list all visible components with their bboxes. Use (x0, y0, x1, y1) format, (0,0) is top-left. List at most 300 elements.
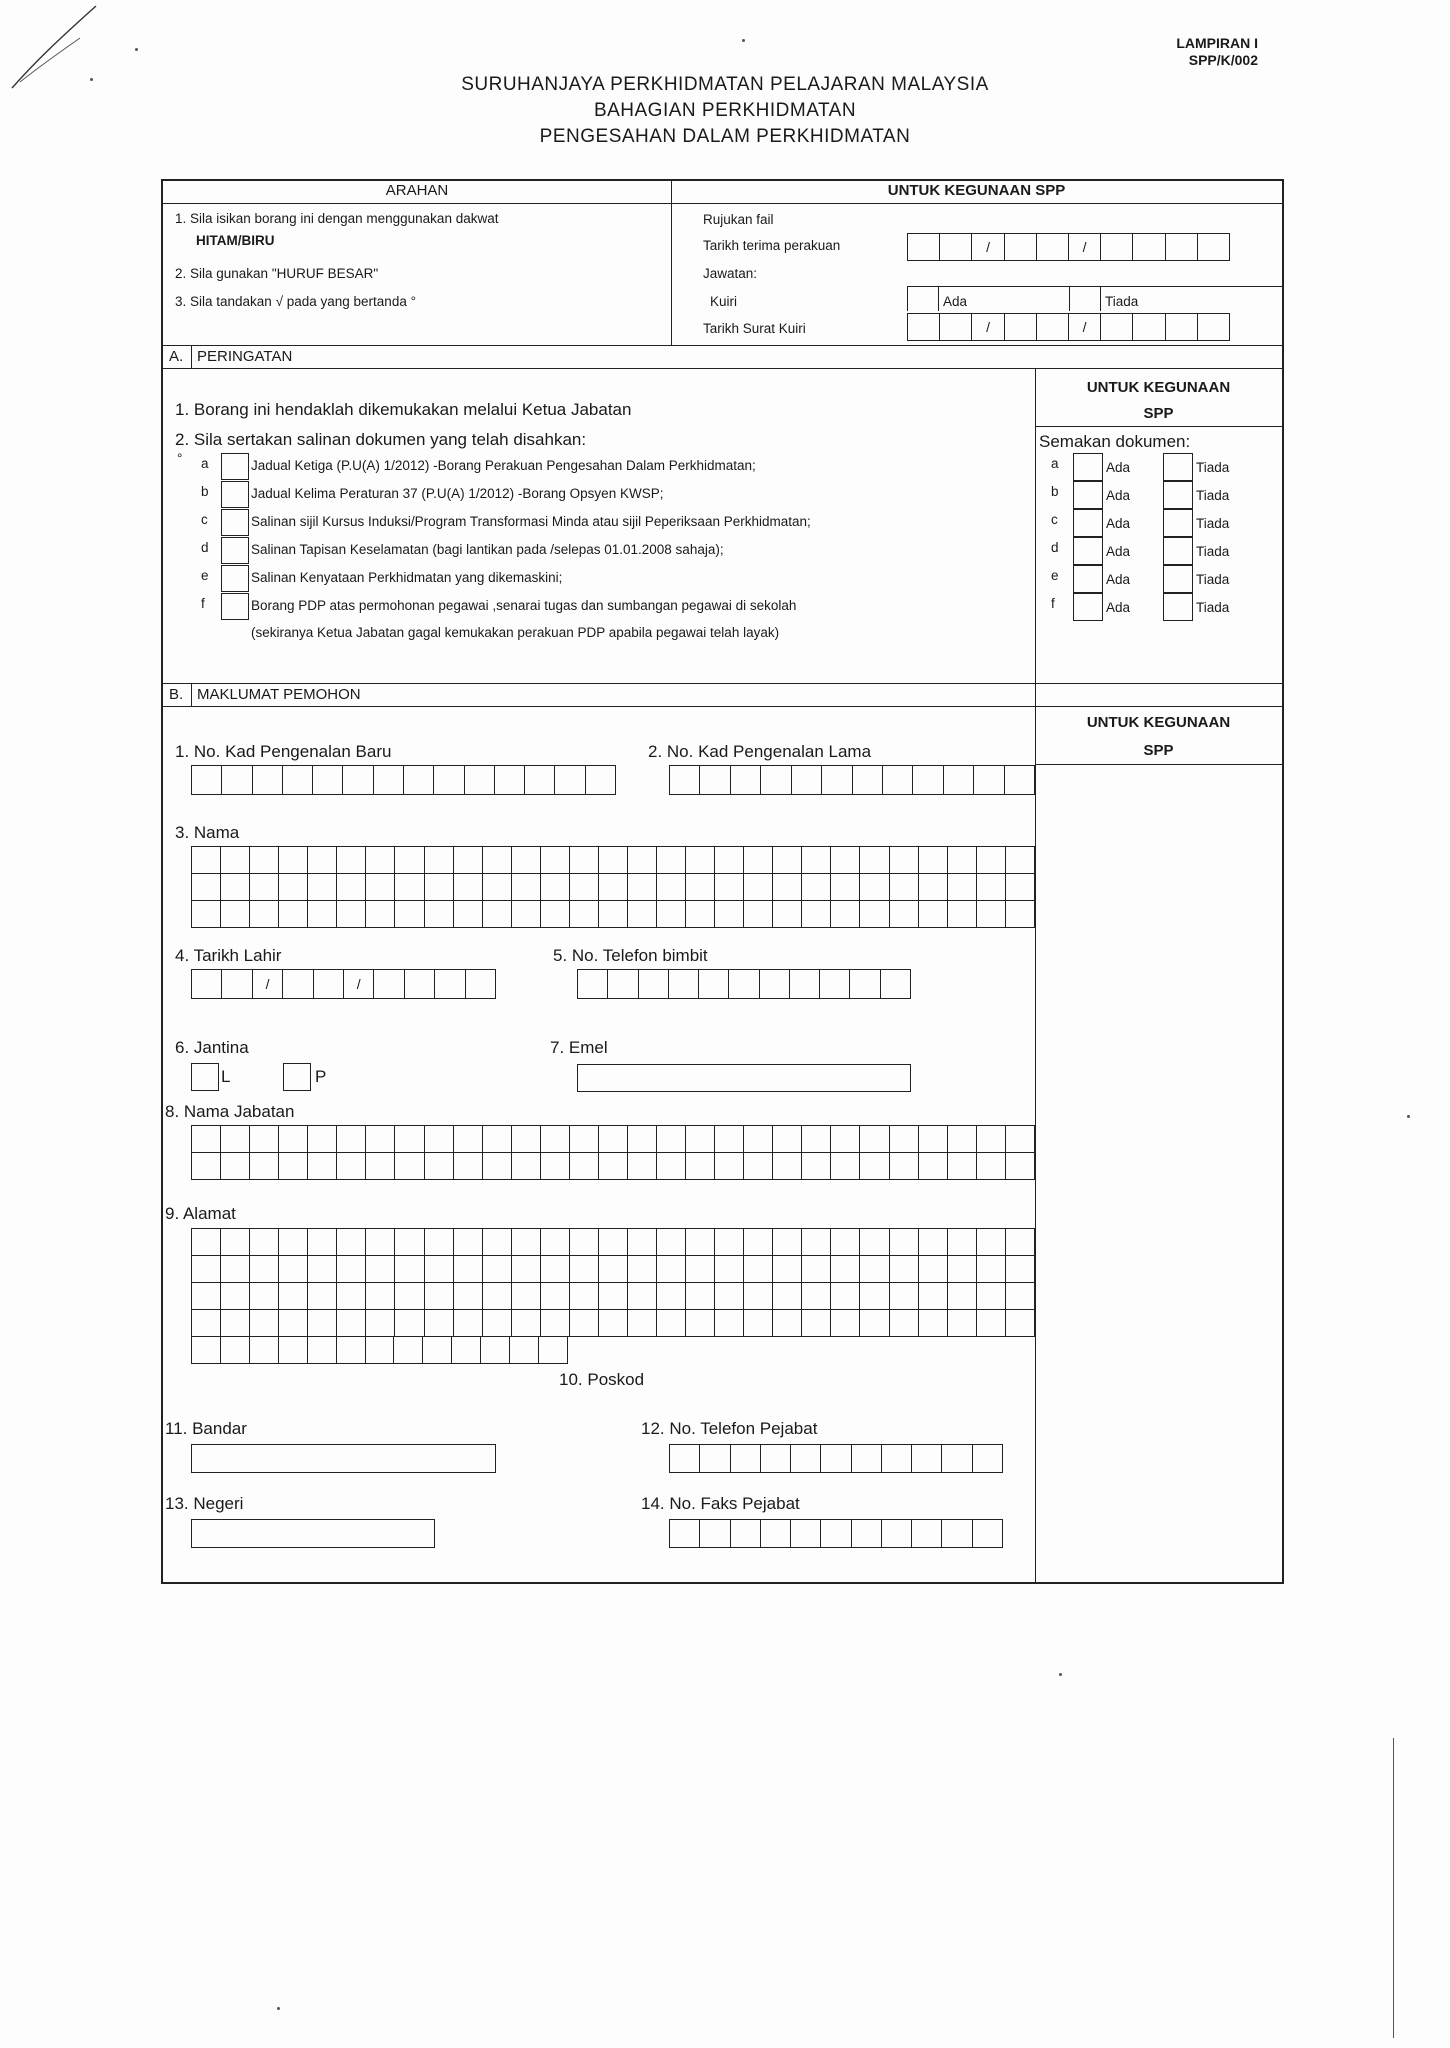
grid-cell[interactable] (599, 1310, 628, 1336)
faks-pejabat-grid[interactable] (669, 1519, 1003, 1548)
grid-cell[interactable] (628, 1256, 657, 1282)
grid-cell[interactable] (221, 847, 250, 873)
grid-cell[interactable] (192, 901, 221, 927)
grid-cell[interactable] (657, 1256, 686, 1282)
grid-cell[interactable] (948, 1153, 977, 1179)
grid-cell[interactable] (657, 847, 686, 873)
grid-row[interactable] (191, 900, 1035, 928)
grid-cell[interactable] (802, 1229, 831, 1255)
grid-cell[interactable] (977, 1310, 1006, 1336)
grid-cell[interactable] (831, 1153, 860, 1179)
grid-cell[interactable] (454, 901, 483, 927)
grid-cell[interactable] (250, 1256, 279, 1282)
grid-row[interactable] (191, 846, 1035, 874)
telefon-pejabat-grid[interactable] (669, 1444, 1003, 1473)
grid-cell[interactable] (366, 874, 395, 900)
tarikh-surat-kuiri-grid[interactable]: / / (907, 313, 1230, 341)
grid-cell[interactable] (308, 1229, 337, 1255)
grid-cell[interactable] (657, 1229, 686, 1255)
tarikh-terima-grid[interactable]: / / (907, 233, 1230, 261)
grid-cell[interactable] (744, 1153, 773, 1179)
grid-cell[interactable] (831, 847, 860, 873)
grid-cell[interactable] (919, 1153, 948, 1179)
grid-cell[interactable] (250, 874, 279, 900)
semakan-ada-checkbox[interactable] (1073, 481, 1103, 509)
grid-cell[interactable] (860, 1153, 889, 1179)
grid-cell[interactable] (366, 1283, 395, 1309)
grid-cell[interactable] (512, 1153, 541, 1179)
ic-new-grid[interactable] (191, 765, 616, 795)
grid-cell[interactable] (977, 874, 1006, 900)
grid-cell[interactable] (948, 901, 977, 927)
grid-cell[interactable] (221, 1153, 250, 1179)
grid-cell[interactable] (948, 847, 977, 873)
grid-cell[interactable] (773, 1153, 802, 1179)
grid-cell[interactable] (425, 1153, 454, 1179)
grid-cell[interactable] (366, 1256, 395, 1282)
grid-cell[interactable] (192, 1256, 221, 1282)
grid-cell[interactable] (279, 1256, 308, 1282)
grid-cell[interactable] (570, 1310, 599, 1336)
grid-cell[interactable] (337, 847, 366, 873)
grid-cell[interactable] (366, 1229, 395, 1255)
grid-cell[interactable] (570, 1229, 599, 1255)
semakan-tiada-checkbox[interactable] (1163, 509, 1193, 537)
grid-cell[interactable] (512, 901, 541, 927)
grid-cell[interactable] (773, 1310, 802, 1336)
grid-row[interactable] (191, 1282, 1035, 1310)
grid-cell[interactable] (628, 1229, 657, 1255)
grid-cell[interactable] (425, 901, 454, 927)
grid-cell[interactable] (541, 901, 570, 927)
grid-cell[interactable] (860, 1283, 889, 1309)
grid-cell[interactable] (890, 847, 919, 873)
grid-cell[interactable] (366, 1153, 395, 1179)
grid-cell[interactable] (279, 901, 308, 927)
grid-cell[interactable] (279, 1283, 308, 1309)
grid-cell[interactable] (628, 847, 657, 873)
grid-cell[interactable] (686, 1229, 715, 1255)
grid-cell[interactable] (744, 1283, 773, 1309)
grid-cell[interactable] (860, 874, 889, 900)
grid-cell[interactable] (831, 874, 860, 900)
grid-cell[interactable] (425, 1229, 454, 1255)
grid-cell[interactable] (541, 1256, 570, 1282)
grid-cell[interactable] (715, 1126, 744, 1152)
grid-cell[interactable] (192, 1283, 221, 1309)
grid-cell[interactable] (715, 901, 744, 927)
grid-cell[interactable] (250, 1310, 279, 1336)
grid-cell[interactable] (686, 874, 715, 900)
grid-cell[interactable] (279, 847, 308, 873)
grid-cell[interactable] (599, 901, 628, 927)
grid-row[interactable] (191, 1309, 1035, 1337)
grid-cell[interactable] (802, 874, 831, 900)
grid-cell[interactable] (802, 901, 831, 927)
grid-cell[interactable] (860, 847, 889, 873)
semakan-tiada-checkbox[interactable] (1163, 537, 1193, 565)
semakan-tiada-checkbox[interactable] (1163, 453, 1193, 481)
grid-cell[interactable] (1006, 1229, 1034, 1255)
grid-cell[interactable] (250, 901, 279, 927)
grid-cell[interactable] (657, 874, 686, 900)
grid-cell[interactable] (308, 847, 337, 873)
grid-row[interactable] (191, 1336, 568, 1364)
grid-cell[interactable] (452, 1337, 481, 1363)
grid-cell[interactable] (1006, 847, 1034, 873)
grid-cell[interactable] (512, 1310, 541, 1336)
grid-cell[interactable] (570, 1256, 599, 1282)
grid-cell[interactable] (657, 1283, 686, 1309)
grid-cell[interactable] (337, 1337, 366, 1363)
bandar-input[interactable] (191, 1444, 496, 1473)
grid-cell[interactable] (454, 1283, 483, 1309)
grid-cell[interactable] (919, 874, 948, 900)
kuiri-tiada-checkbox[interactable] (1069, 287, 1101, 311)
doc-item-checkbox[interactable] (221, 453, 249, 480)
grid-cell[interactable] (570, 874, 599, 900)
kuiri-ada-checkbox[interactable] (907, 287, 939, 311)
grid-row[interactable] (191, 1152, 1035, 1180)
grid-cell[interactable] (715, 1283, 744, 1309)
grid-cell[interactable] (192, 1153, 221, 1179)
semakan-tiada-checkbox[interactable] (1163, 593, 1193, 621)
grid-cell[interactable] (454, 1229, 483, 1255)
grid-cell[interactable] (802, 1126, 831, 1152)
grid-cell[interactable] (308, 1153, 337, 1179)
grid-cell[interactable] (395, 1153, 424, 1179)
grid-cell[interactable] (423, 1337, 452, 1363)
semakan-ada-checkbox[interactable] (1073, 537, 1103, 565)
grid-cell[interactable] (831, 1283, 860, 1309)
grid-cell[interactable] (394, 1337, 423, 1363)
grid-cell[interactable] (454, 847, 483, 873)
grid-cell[interactable] (454, 874, 483, 900)
grid-cell[interactable] (337, 874, 366, 900)
grid-cell[interactable] (250, 1229, 279, 1255)
grid-cell[interactable] (715, 1256, 744, 1282)
grid-cell[interactable] (395, 901, 424, 927)
grid-cell[interactable] (395, 1126, 424, 1152)
grid-cell[interactable] (860, 901, 889, 927)
grid-cell[interactable] (570, 1153, 599, 1179)
grid-cell[interactable] (337, 1126, 366, 1152)
grid-cell[interactable] (308, 1337, 337, 1363)
grid-cell[interactable] (657, 901, 686, 927)
grid-cell[interactable] (308, 1256, 337, 1282)
grid-cell[interactable] (744, 1256, 773, 1282)
grid-cell[interactable] (483, 1153, 512, 1179)
grid-cell[interactable] (977, 1126, 1006, 1152)
semakan-tiada-checkbox[interactable] (1163, 481, 1193, 509)
grid-cell[interactable] (512, 1229, 541, 1255)
grid-cell[interactable] (657, 1153, 686, 1179)
grid-cell[interactable] (308, 1126, 337, 1152)
grid-cell[interactable] (773, 1283, 802, 1309)
grid-cell[interactable] (948, 1126, 977, 1152)
grid-cell[interactable] (541, 847, 570, 873)
grid-cell[interactable] (773, 1229, 802, 1255)
grid-cell[interactable] (483, 1126, 512, 1152)
grid-cell[interactable] (454, 1126, 483, 1152)
grid-cell[interactable] (890, 1310, 919, 1336)
grid-cell[interactable] (744, 1310, 773, 1336)
grid-cell[interactable] (483, 1229, 512, 1255)
grid-cell[interactable] (744, 874, 773, 900)
grid-cell[interactable] (686, 1153, 715, 1179)
semakan-ada-checkbox[interactable] (1073, 509, 1103, 537)
grid-cell[interactable] (541, 1229, 570, 1255)
grid-cell[interactable] (1006, 901, 1034, 927)
grid-cell[interactable] (715, 874, 744, 900)
grid-cell[interactable] (337, 1229, 366, 1255)
jantina-p-checkbox[interactable] (283, 1063, 311, 1091)
grid-cell[interactable] (481, 1337, 510, 1363)
grid-cell[interactable] (831, 1126, 860, 1152)
grid-cell[interactable] (510, 1337, 539, 1363)
grid-cell[interactable] (1006, 1256, 1034, 1282)
grid-cell[interactable] (483, 874, 512, 900)
grid-cell[interactable] (686, 1126, 715, 1152)
grid-cell[interactable] (454, 1153, 483, 1179)
grid-cell[interactable] (337, 1153, 366, 1179)
grid-cell[interactable] (512, 1256, 541, 1282)
grid-cell[interactable] (715, 1153, 744, 1179)
semakan-ada-checkbox[interactable] (1073, 453, 1103, 481)
grid-cell[interactable] (221, 1229, 250, 1255)
grid-cell[interactable] (192, 1310, 221, 1336)
grid-cell[interactable] (860, 1229, 889, 1255)
grid-row[interactable] (191, 1255, 1035, 1283)
grid-cell[interactable] (395, 1283, 424, 1309)
grid-cell[interactable] (599, 1283, 628, 1309)
grid-cell[interactable] (221, 1337, 250, 1363)
grid-cell[interactable] (279, 1310, 308, 1336)
grid-cell[interactable] (279, 1337, 308, 1363)
grid-cell[interactable] (890, 901, 919, 927)
grid-cell[interactable] (628, 1153, 657, 1179)
grid-cell[interactable] (599, 1153, 628, 1179)
grid-cell[interactable] (366, 1337, 395, 1363)
grid-cell[interactable] (773, 874, 802, 900)
grid-cell[interactable] (890, 1229, 919, 1255)
grid-cell[interactable] (483, 901, 512, 927)
grid-cell[interactable] (977, 1283, 1006, 1309)
grid-cell[interactable] (802, 847, 831, 873)
grid-cell[interactable] (425, 847, 454, 873)
doc-item-checkbox[interactable] (221, 565, 249, 592)
doc-item-checkbox[interactable] (221, 537, 249, 564)
grid-cell[interactable] (919, 847, 948, 873)
grid-cell[interactable] (570, 901, 599, 927)
semakan-ada-checkbox[interactable] (1073, 593, 1103, 621)
semakan-tiada-checkbox[interactable] (1163, 565, 1193, 593)
grid-cell[interactable] (425, 1310, 454, 1336)
grid-cell[interactable] (337, 1283, 366, 1309)
grid-cell[interactable] (744, 1229, 773, 1255)
grid-cell[interactable] (425, 1283, 454, 1309)
grid-cell[interactable] (541, 1283, 570, 1309)
grid-cell[interactable] (802, 1283, 831, 1309)
grid-cell[interactable] (628, 901, 657, 927)
grid-cell[interactable] (395, 847, 424, 873)
grid-cell[interactable] (919, 1310, 948, 1336)
grid-cell[interactable] (1006, 1126, 1034, 1152)
grid-cell[interactable] (1006, 1310, 1034, 1336)
grid-cell[interactable] (395, 1256, 424, 1282)
grid-cell[interactable] (395, 1310, 424, 1336)
grid-cell[interactable] (919, 1283, 948, 1309)
grid-cell[interactable] (890, 1256, 919, 1282)
grid-cell[interactable] (337, 901, 366, 927)
grid-cell[interactable] (890, 874, 919, 900)
grid-cell[interactable] (890, 1153, 919, 1179)
grid-cell[interactable] (454, 1310, 483, 1336)
grid-cell[interactable] (366, 847, 395, 873)
grid-cell[interactable] (454, 1256, 483, 1282)
grid-cell[interactable] (250, 847, 279, 873)
grid-cell[interactable] (715, 1229, 744, 1255)
grid-cell[interactable] (831, 1229, 860, 1255)
grid-cell[interactable] (919, 1229, 948, 1255)
grid-cell[interactable] (686, 1256, 715, 1282)
grid-cell[interactable] (599, 1126, 628, 1152)
grid-cell[interactable] (395, 1229, 424, 1255)
grid-cell[interactable] (715, 1310, 744, 1336)
grid-cell[interactable] (250, 1153, 279, 1179)
grid-cell[interactable] (657, 1310, 686, 1336)
jantina-l-checkbox[interactable] (191, 1063, 219, 1091)
grid-cell[interactable] (425, 1126, 454, 1152)
grid-cell[interactable] (539, 1337, 567, 1363)
grid-cell[interactable] (919, 1256, 948, 1282)
grid-cell[interactable] (657, 1126, 686, 1152)
doc-item-checkbox[interactable] (221, 593, 249, 620)
grid-cell[interactable] (395, 874, 424, 900)
grid-cell[interactable] (337, 1310, 366, 1336)
grid-cell[interactable] (628, 874, 657, 900)
grid-cell[interactable] (541, 1153, 570, 1179)
grid-cell[interactable] (686, 1283, 715, 1309)
negeri-input[interactable] (191, 1519, 435, 1548)
grid-cell[interactable] (599, 874, 628, 900)
grid-cell[interactable] (919, 901, 948, 927)
grid-cell[interactable] (221, 1126, 250, 1152)
grid-cell[interactable] (512, 1283, 541, 1309)
grid-cell[interactable] (773, 1126, 802, 1152)
grid-cell[interactable] (860, 1310, 889, 1336)
grid-cell[interactable] (686, 847, 715, 873)
grid-cell[interactable] (977, 1229, 1006, 1255)
grid-cell[interactable] (948, 1283, 977, 1309)
grid-cell[interactable] (541, 874, 570, 900)
grid-cell[interactable] (483, 1256, 512, 1282)
grid-cell[interactable] (366, 901, 395, 927)
grid-cell[interactable] (192, 847, 221, 873)
grid-cell[interactable] (977, 1256, 1006, 1282)
grid-cell[interactable] (628, 1310, 657, 1336)
grid-cell[interactable] (773, 1256, 802, 1282)
grid-cell[interactable] (221, 901, 250, 927)
grid-cell[interactable] (192, 1337, 221, 1363)
grid-row[interactable] (191, 1125, 1035, 1153)
grid-cell[interactable] (831, 1256, 860, 1282)
grid-cell[interactable] (250, 1126, 279, 1152)
grid-cell[interactable] (802, 1256, 831, 1282)
grid-cell[interactable] (279, 1126, 308, 1152)
grid-cell[interactable] (628, 1283, 657, 1309)
grid-cell[interactable] (308, 901, 337, 927)
grid-cell[interactable] (948, 1256, 977, 1282)
grid-cell[interactable] (483, 1283, 512, 1309)
doc-item-checkbox[interactable] (221, 509, 249, 536)
grid-cell[interactable] (890, 1126, 919, 1152)
grid-cell[interactable] (802, 1153, 831, 1179)
grid-cell[interactable] (919, 1126, 948, 1152)
grid-cell[interactable] (366, 1310, 395, 1336)
grid-cell[interactable] (279, 1153, 308, 1179)
grid-row[interactable] (191, 1228, 1035, 1256)
grid-cell[interactable] (686, 901, 715, 927)
grid-cell[interactable] (686, 1310, 715, 1336)
grid-cell[interactable] (250, 1283, 279, 1309)
grid-cell[interactable] (773, 901, 802, 927)
grid-cell[interactable] (570, 847, 599, 873)
grid-cell[interactable] (715, 847, 744, 873)
semakan-ada-checkbox[interactable] (1073, 565, 1103, 593)
grid-cell[interactable] (279, 874, 308, 900)
grid-cell[interactable] (337, 1256, 366, 1282)
ic-old-grid[interactable] (669, 765, 1035, 795)
grid-cell[interactable] (541, 1310, 570, 1336)
grid-cell[interactable] (221, 874, 250, 900)
grid-cell[interactable] (221, 1256, 250, 1282)
grid-cell[interactable] (744, 901, 773, 927)
grid-cell[interactable] (192, 1126, 221, 1152)
grid-cell[interactable] (831, 1310, 860, 1336)
grid-cell[interactable] (483, 847, 512, 873)
grid-cell[interactable] (279, 1229, 308, 1255)
grid-cell[interactable] (308, 874, 337, 900)
grid-cell[interactable] (366, 1126, 395, 1152)
grid-cell[interactable] (192, 874, 221, 900)
grid-cell[interactable] (948, 1229, 977, 1255)
grid-cell[interactable] (512, 1126, 541, 1152)
grid-cell[interactable] (425, 874, 454, 900)
grid-cell[interactable] (628, 1126, 657, 1152)
grid-cell[interactable] (890, 1283, 919, 1309)
grid-cell[interactable] (221, 1283, 250, 1309)
grid-cell[interactable] (1006, 1283, 1034, 1309)
tarikh-lahir-grid[interactable]: / / (191, 969, 496, 999)
grid-cell[interactable] (599, 847, 628, 873)
grid-cell[interactable] (744, 847, 773, 873)
grid-cell[interactable] (570, 1283, 599, 1309)
grid-cell[interactable] (948, 874, 977, 900)
grid-cell[interactable] (250, 1337, 279, 1363)
grid-cell[interactable] (570, 1126, 599, 1152)
grid-cell[interactable] (599, 1256, 628, 1282)
grid-cell[interactable] (860, 1126, 889, 1152)
grid-cell[interactable] (599, 1229, 628, 1255)
grid-cell[interactable] (425, 1256, 454, 1282)
grid-cell[interactable] (977, 901, 1006, 927)
grid-cell[interactable] (512, 874, 541, 900)
telefon-bimbit-grid[interactable] (577, 969, 911, 999)
grid-cell[interactable] (541, 1126, 570, 1152)
grid-cell[interactable] (1006, 874, 1034, 900)
grid-cell[interactable] (308, 1283, 337, 1309)
